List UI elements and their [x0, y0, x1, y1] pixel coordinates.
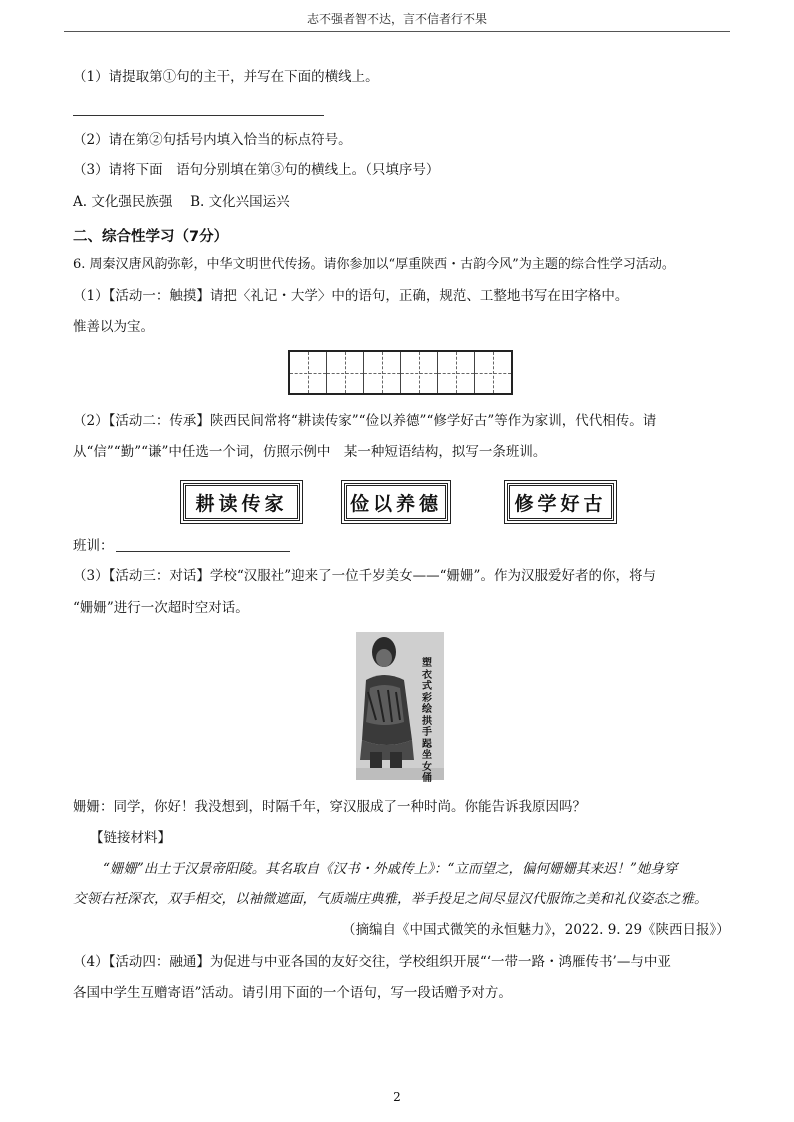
grid-cell[interactable] [438, 352, 475, 393]
activity-1-quote: 惟善以为宝。 [73, 319, 154, 335]
activity-1: （1）【活动一：触摸】请把〈礼记・大学〉中的语句，正确，规范、工整地书写在田字格中。 [73, 288, 629, 304]
question-3-options: A. 文化强民族强 B. 文化兴国运兴 [73, 194, 290, 210]
activity-2-line1: （2）【活动二：传承】陕西民间常将“耕读传家”“俭以养德”“修学好古”等作为家训，代代相传。请 [73, 413, 657, 429]
photo-caption: 塑衣式彩绘拱手跽坐女俑 [422, 658, 432, 784]
question-2: （2）请在第②句括号内填入恰当的标点符号。 [73, 132, 352, 148]
plaque-3: 修学好古 [507, 483, 614, 521]
link-paragraph-line1: “姗姗”出土于汉景帝阳陵。其名取自《汉书・外戚传上》：“立而望之，偏何姗姗其来迟！”她身穿 [103, 861, 678, 877]
page-number: 2 [393, 1090, 401, 1104]
grid-cell[interactable] [475, 352, 511, 393]
question-6-intro: 6. 周秦汉唐风韵弥彰，中华文明世代传扬。请你参加以“厚重陕西・古韵今风”为主题的综合性学习活动。 [73, 257, 675, 272]
activity-4-line1: （4）【活动四：融通】为促进与中亚各国的友好交往，学校组织开展“‘一带一路・鸿雁传书’—与中亚 [73, 954, 671, 970]
link-paragraph-line2: 交领右衽深衣，双手相交，以袖微遮面，气质端庄典雅，举手投足之间尽显汉代服饰之美和礼仪姿态之雅。 [73, 891, 708, 907]
grid-cell[interactable] [364, 352, 401, 393]
shanshan-dialogue: 姗姗：同学，你好！我没想到，时隔千年，穿汉服成了一种时尚。你能告诉我原因吗？ [73, 799, 586, 815]
question-3: （3）请将下面 语句分别填在第③句的横线上。（只填序号） [73, 162, 440, 178]
activity-4-line2: 各国中学生互赠寄语”活动。请引用下面的一个语句，写一段话赠予对方。 [73, 985, 512, 1001]
answer-line-1[interactable] [73, 115, 324, 116]
link-material-title: 【链接材料】 [90, 830, 171, 846]
activity-2-line2: 从“信”“勤”“谦”中任选一个词，仿照示例中 某一种短语结构，拟写一条班训。 [73, 444, 547, 460]
plaque-1: 耕读传家 [183, 483, 300, 521]
banxun-label: 班训： [73, 538, 114, 554]
header-rule [64, 31, 730, 32]
tianzige-grid[interactable] [288, 350, 513, 395]
plaque-2: 俭以养德 [344, 483, 448, 521]
page-header: 志不强者智不达，言不信者行不果 [306, 12, 487, 26]
grid-cell[interactable] [401, 352, 438, 393]
banxun-answer-line[interactable] [116, 551, 290, 552]
activity-3-line2: “姗姗”进行一次超时空对话。 [73, 600, 249, 616]
grid-cell[interactable] [327, 352, 364, 393]
question-1: （1）请提取第①句的主干，并写在下面的横线上。 [73, 69, 379, 85]
section-title: 二、综合性学习（7分） [73, 229, 229, 245]
activity-3-line1: （3）【活动三：对话】学校“汉服社”迎来了一位千岁美女——“姗姗”。作为汉服爱好者的你，将与 [73, 568, 656, 584]
grid-cell[interactable] [290, 352, 327, 393]
source-citation: （摘编自《中国式微笑的永恒魅力》，2022. 9. 29《陕西日报》） [342, 922, 730, 938]
